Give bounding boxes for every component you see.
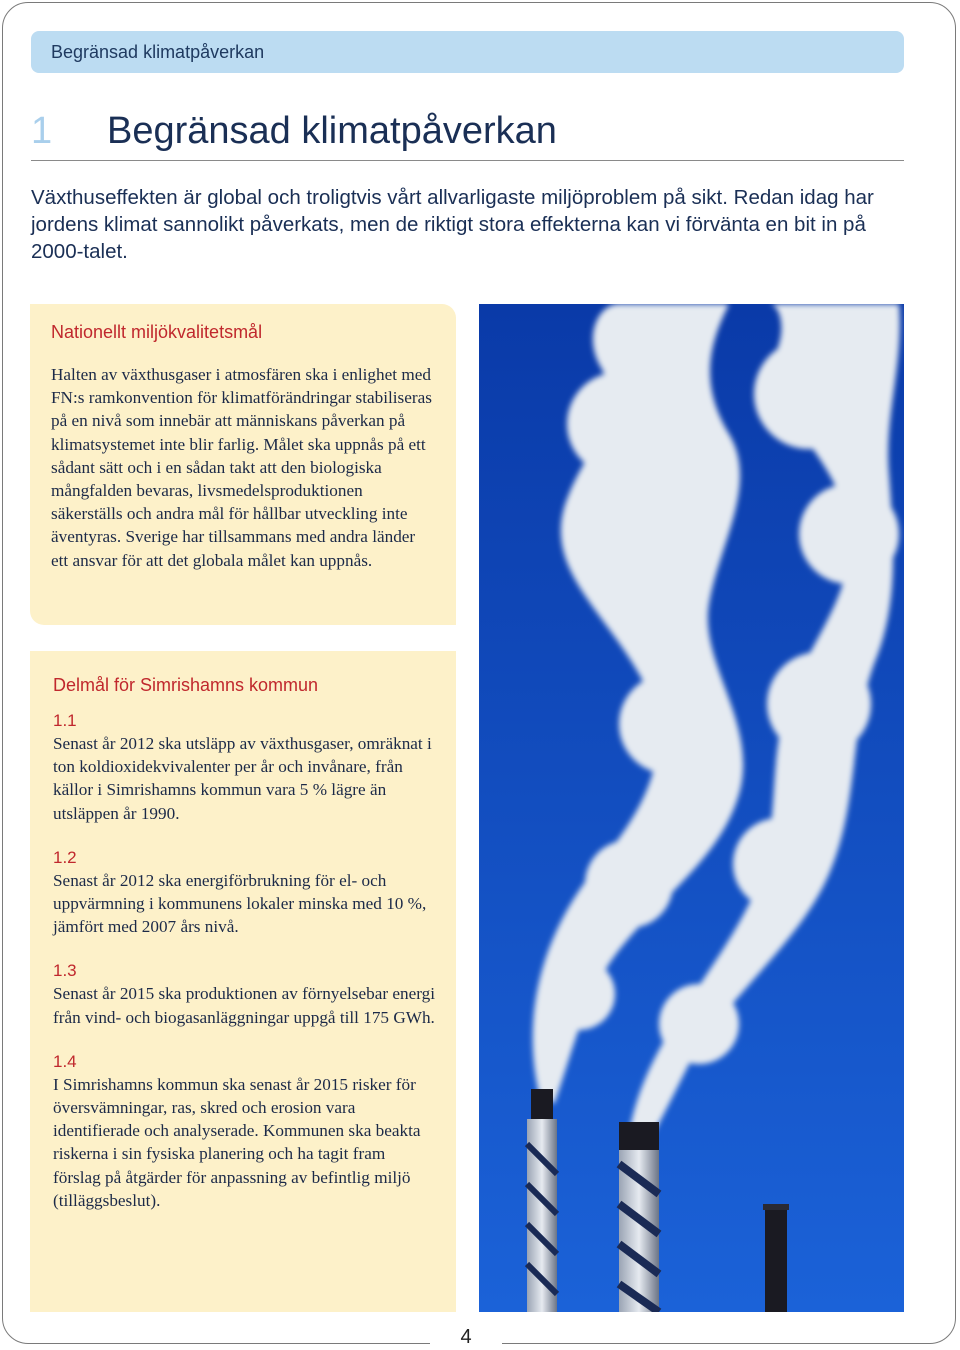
section-header — [31, 31, 904, 73]
chimney-left — [527, 1089, 557, 1312]
smokestack-illustration — [479, 304, 904, 1312]
chapter-heading — [31, 106, 904, 161]
goal-text: Senast år 2012 ska utsläpp av växthusgaser, omräknat i ton koldioxidekvivalenter per år och invånare, från källor i Simrishamns kommun vara 5 % lägre än utsläppen år 1990. — [53, 734, 432, 823]
goal-text: I Simrishamns kommun ska senast år 2015 risker för översvämningar, ras, skred och erosion vara identifierade och analyserade. Kommunen ska beakta riskerna i sin fysiska planering och ha tagit fram förslag på åtgärder för anpassning av befintlig miljö (tilläggsbeslut). — [53, 1074, 421, 1210]
goal-item — [53, 847, 436, 939]
chimney-right — [763, 1204, 789, 1312]
goal-item — [53, 960, 436, 1028]
section-header-label: Begränsad klimatpåverkan — [51, 41, 265, 62]
chimney-center — [619, 1122, 659, 1312]
page-number: 4 — [460, 1326, 472, 1348]
goal-number: 1.3 — [53, 961, 77, 981]
local-goals-heading: Delmål för Simrishamns kommun — [53, 675, 319, 695]
chapter-number: 1 — [31, 110, 53, 152]
national-goal-box — [30, 304, 456, 625]
smokestack-photo — [479, 304, 904, 1312]
national-goal-text: Halten av växthusgaser i atmosfären ska i enlighet med FN:s ramkonvention för klimatförändringar stabiliseras på en nivå som innebär att människans påverkan på klimatsystemet inte blir farlig. Målet ska uppnås på ett sådant sätt och i en sådan takt att den biologiska mångfalden bevaras, livsmedelsproduktionen säkerställs och andra mål för hållbar utveckling inte äventyras. Sverige har tillsammans med andra länder ett ansvar för att det globala målet kan uppnås. — [51, 365, 432, 570]
goal-number: 1.1 — [53, 711, 77, 730]
chapter-title: Begränsad klimatpåverkan — [107, 110, 557, 152]
goal-text: Senast år 2012 ska energiförbrukning för el- och uppvärmning i kommunens lokaler minska med 10 %, jämfört med 2007 års nivå. — [53, 870, 427, 937]
intro-paragraph: Växthuseffekten är global och troligtvis vårt allvarligaste miljöproblem på sikt. Redan idag har jordens klimat sannolikt påverkats, men de riktigt stora effekterna kan vi förvänta en bit in på 2000-talet. — [31, 186, 874, 263]
local-goals-box — [30, 651, 456, 1312]
goal-number: 1.4 — [53, 1051, 77, 1071]
goal-number: 1.2 — [53, 847, 77, 867]
national-goal-heading: Nationellt miljökvalitetsmål — [51, 322, 263, 342]
goal-text: Senast år 2015 ska produktionen av förnyelsebar energi från vind- och biogasanläggningar uppgå till 175 GWh. — [53, 984, 435, 1027]
goal-item — [53, 710, 436, 825]
goal-item — [53, 1051, 436, 1212]
